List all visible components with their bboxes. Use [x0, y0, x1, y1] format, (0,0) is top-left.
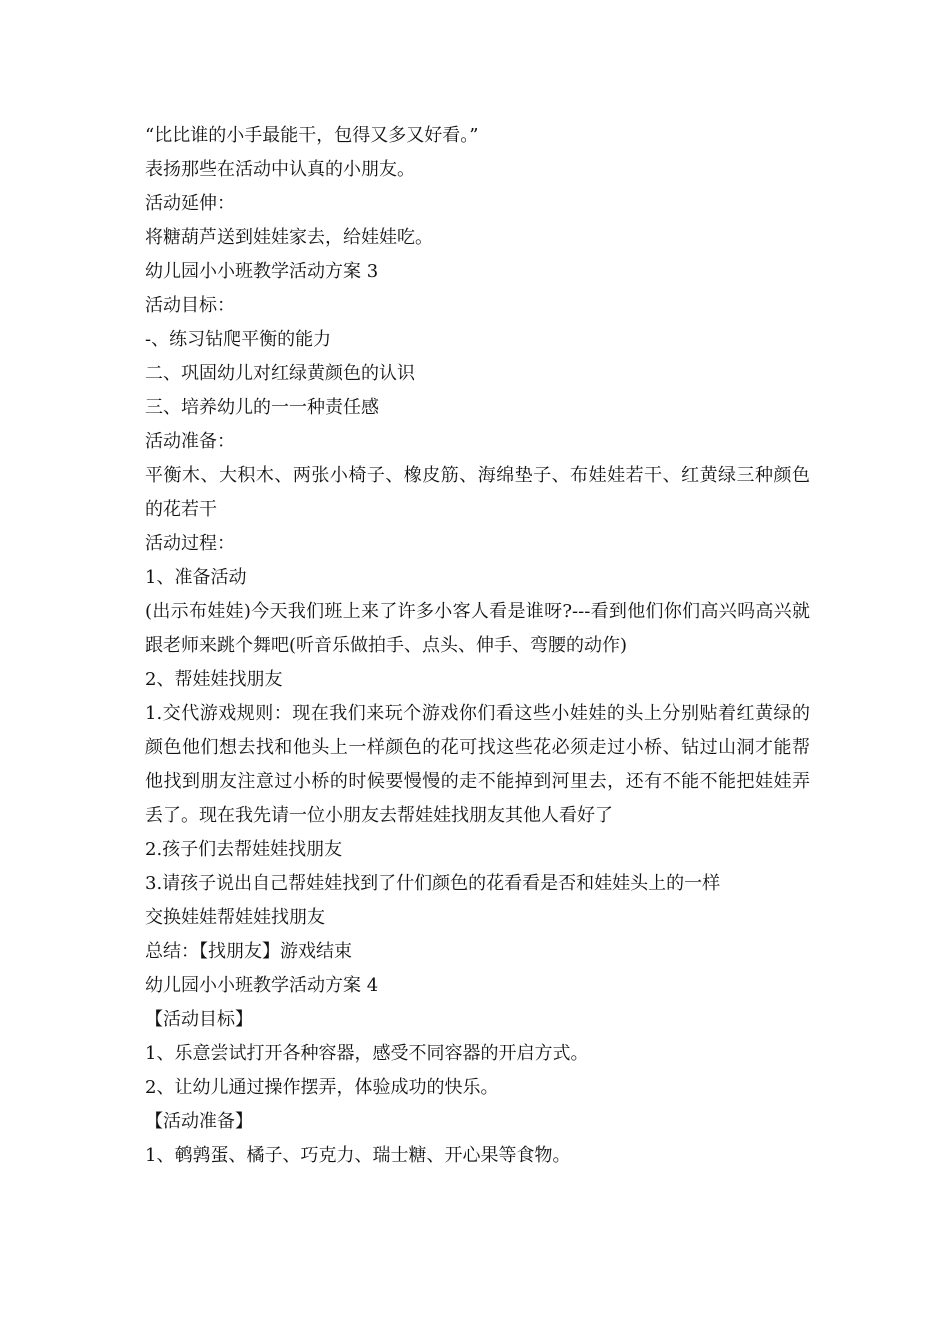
list-item: 1、乐意尝试打开各种容器，感受不同容器的开启方式。: [145, 1043, 589, 1064]
section-heading: 【活动准备】: [145, 1111, 253, 1132]
section-heading: 活动目标：: [145, 295, 235, 316]
plan-title: 幼儿园小小班教学活动方案 4: [145, 975, 379, 996]
list-item: -、练习钻爬平衡的能力: [145, 329, 332, 350]
quote-line: “比比谁的小手最能干，包得又多又好看。”: [145, 125, 479, 146]
plan-title: 幼儿园小小班教学活动方案 3: [145, 261, 379, 282]
list-item: 2、帮娃娃找朋友: [145, 669, 283, 690]
text-line: 表扬那些在活动中认真的小朋友。: [145, 159, 415, 180]
list-item: 1、鹌鹑蛋、橘子、巧克力、瑞士糖、开心果等食物。: [145, 1145, 571, 1166]
list-item: 1、准备活动: [145, 567, 247, 588]
text-paragraph: (出示布娃娃)今天我们班上来了许多小客人看是谁呀?---看到他们你们高兴吗高兴就跟老师来跳个舞吧(听音乐做拍手、点头、伸手、弯腰的动作): [145, 601, 810, 656]
materials-paragraph: 平衡木、大积木、两张小椅子、橡皮筋、海绵垫子、布娃娃若干、红黄绿三种颜色的花若干: [145, 465, 810, 520]
section-heading: 活动延伸：: [145, 193, 235, 214]
section-heading: 活动准备：: [145, 431, 235, 452]
text-line: 交换娃娃帮娃娃找朋友: [145, 907, 325, 928]
list-item: 三、培养幼儿的一一种责任感: [145, 397, 379, 418]
text-line: 将糖葫芦送到娃娃家去，给娃娃吃。: [145, 227, 433, 248]
list-item: 2.孩子们去帮娃娃找朋友: [145, 839, 343, 860]
list-item: 3.请孩子说出自己帮娃娃找到了什们颜色的花看看是否和娃娃头上的一样: [145, 873, 721, 894]
document-body: [145, 119, 810, 1173]
rules-paragraph: 1.交代游戏规则：现在我们来玩个游戏你们看这些小娃娃的头上分别贴着红黄绿的颜色他们想去找和他头上一样颜色的花可找这些花必须走过小桥、钻过山洞才能帮他找到朋友注意过小桥的时候要慢慢的走不能掉到河里去，还有不能不能把娃娃弄丢了。现在我先请一位小朋友去帮娃娃找朋友其他人看好了: [145, 703, 810, 826]
section-heading: 活动过程：: [145, 533, 235, 554]
text-line: 总结：【找朋友】游戏结束: [145, 941, 352, 962]
section-heading: 【活动目标】: [145, 1009, 253, 1030]
list-item: 二、巩固幼儿对红绿黄颜色的认识: [145, 363, 415, 384]
list-item: 2、让幼儿通过操作摆弄，体验成功的快乐。: [145, 1077, 499, 1098]
